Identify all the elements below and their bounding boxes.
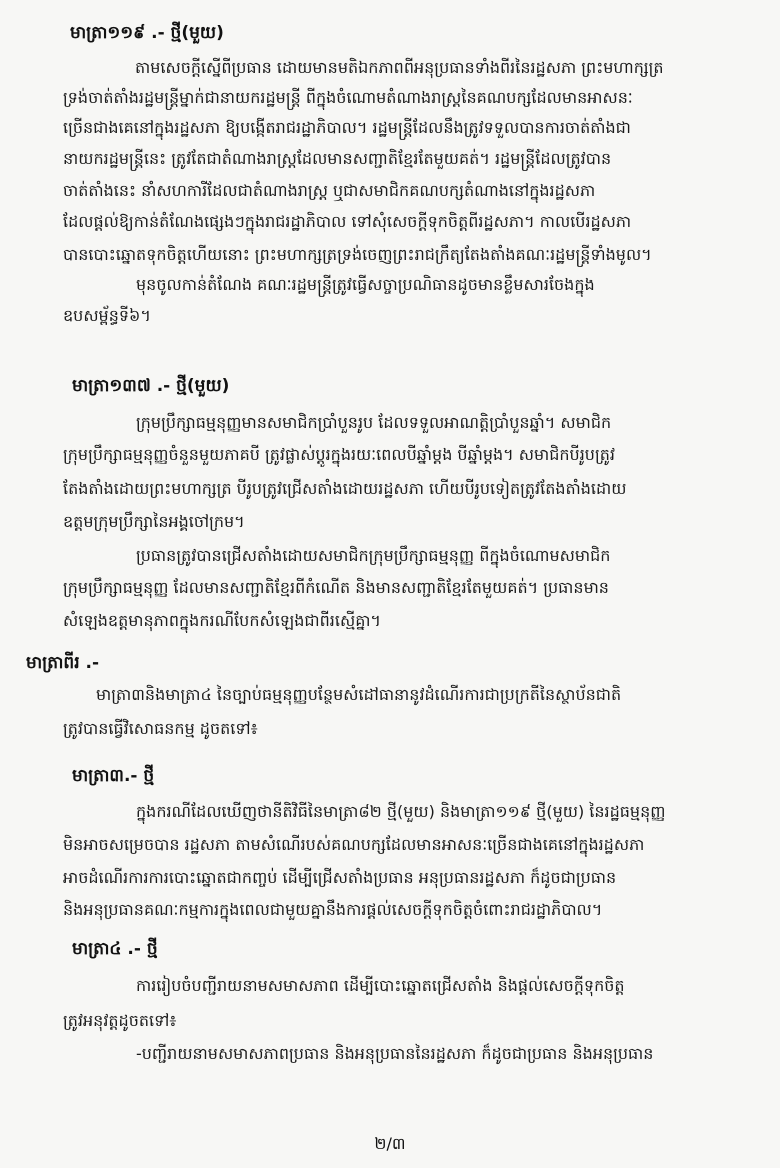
article-119-line: ច្រើនជាងគេនៅក្នុងរដ្ឋសភា ឱ្យបង្កើតរាជរដ្ឋាភិបាល។ រដ្ឋមន្ត្រីដែលនឹងត្រូវទទួលបានការចាត់តាំងជា — [63, 118, 631, 137]
article-2-line: ត្រូវបានធ្វើវិសោធនកម្ម ដូចតទៅ៖ — [63, 719, 258, 738]
article-119-line: តាមសេចក្តីស្នើពីប្រធាន ដោយមានមតិឯកភាពពីអនុប្រធានទាំងពីរនៃរដ្ឋសភា ព្រះមហាក្សត្រ — [135, 58, 664, 77]
page-number: ២/៣ — [374, 1134, 406, 1153]
article-119-line: ទ្រង់ចាត់តាំងរដ្ឋមន្ត្រីម្នាក់ជានាយករដ្ឋមន្ត្រី ពីក្នុងចំណោមតំណាងរាស្ត្រនៃគណបក្សដែលមានអាសនៈ — [63, 88, 633, 107]
article-4-line: ត្រូវអនុវត្តដូចតទៅ៖ — [63, 1011, 177, 1030]
article-119-line: ឧបសម្ព័ន្ធទី៦។ — [63, 306, 151, 325]
article-119-line: ដែលផ្តល់ឱ្យកាន់តំណែងផ្សេងៗក្នុងរាជរដ្ឋាភិបាល ទៅសុំសេចក្តីទុកចិត្តពីរដ្ឋសភា។ កាលបើរដ្ឋសភា — [63, 212, 632, 231]
article-2-heading: មាត្រាពីរ .- — [26, 653, 100, 673]
article-137-heading: មាត្រា១៣៧ .- ថ្មី(មួយ) — [72, 376, 230, 396]
article-119-line: នាយករដ្ឋមន្ត្រីនេះ ត្រូវតែជាតំណាងរាស្ត្រដែលមានសញ្ជាតិខ្មែរតែមួយគត់។ រដ្ឋមន្ត្រីដែលត្រូវបាន — [63, 149, 612, 168]
article-4-line: -បញ្ជីរាយនាមសមាសភាពប្រធាន និងអនុប្រធាននៃរដ្ឋសភា ក៏ដូចជាប្រធាន និងអនុប្រធាន — [136, 1044, 654, 1063]
article-2-line: មាត្រា៣និងមាត្រា៤ នៃច្បាប់ធម្មនុញ្ញបន្ថែមសំដៅធានានូវដំណើរការជាប្រក្រតីនៃស្ថាប័នជាតិ — [96, 685, 622, 704]
article-137-line: សំឡេងឧត្តមានុភាពក្នុងករណីបែកសំឡេងជាពីរស្មើគ្នា។ — [63, 611, 381, 630]
article-137-line: ក្រុមប្រឹក្សាធម្មនុញ្ញ ដែលមានសញ្ជាតិខ្មែរពីកំណើត និងមានសញ្ជាតិខ្មែរតែមួយគត់។ ប្រធានមាន — [63, 578, 609, 597]
article-4-line: ការរៀបចំបញ្ជីរាយនាមសមាសភាព ដើម្បីបោះឆ្នោតជ្រើសតាំង និងផ្តល់សេចក្តីទុកចិត្ត — [136, 976, 625, 995]
article-4-heading: មាត្រា៤ .- ថ្មី — [72, 939, 158, 959]
article-137-line: ក្រុមប្រឹក្សាធម្មនុញ្ញមានសមាជិកប្រាំបួនរូប ដែលទទួលអាណត្តិប្រាំបួនឆ្នាំ។ សមាជិក — [136, 413, 612, 432]
article-3-heading: មាត្រា៣.- ថ្មី — [72, 766, 155, 786]
article-3-line: អាចដំណើរការការបោះឆ្នោតជាកញ្ចប់ ដើម្បីជ្រើសតាំងប្រធាន អនុប្រធានរដ្ឋសភា ក៏ដូចជាប្រធាន — [63, 868, 617, 887]
article-3-line: និងអនុប្រធានគណៈកម្មការក្នុងពេលជាមួយគ្នានឹងការផ្តល់សេចក្តីទុកចិត្តចំពោះរាជរដ្ឋាភិបាល។ — [63, 900, 603, 919]
article-137-line: ក្រុមប្រឹក្សាធម្មនុញ្ញចំនួនមួយភាគបី ត្រូវផ្លាស់ប្តូរក្នុងរយៈពេលបីឆ្នាំម្តង បីឆ្នាំម្តង។ សមាជិកបីរូបត្រូវ — [63, 445, 615, 464]
article-119-line: បានបោះឆ្នោតទុកចិត្តហើយនោះ ព្រះមហាក្សត្រទ្រង់ចេញព្រះរាជក្រឹត្យតែងតាំងគណៈរដ្ឋមន្ត្រីទាំងមូល។ — [63, 245, 652, 264]
article-119-heading: មាត្រា១១៩ .- ថ្មី(មួយ) — [70, 23, 224, 43]
article-119-line: ចាត់តាំងនេះ នាំសហការីដែលជាតំណាងរាស្ត្រ ឬជាសមាជិកគណបក្សតំណាងនៅក្នុងរដ្ឋសភា — [63, 181, 596, 200]
article-137-line: តែងតាំងដោយព្រះមហាក្សត្រ បីរូបត្រូវជ្រើសតាំងដោយរដ្ឋសភា ហើយបីរូបទៀតត្រូវតែងតាំងដោយ — [63, 479, 627, 498]
article-3-line: មិនអាចសម្រេចបាន រដ្ឋសភា តាមសំណើរបស់គណបក្សដែលមានអាសនៈច្រើនជាងគេនៅក្នុងរដ្ឋសភា — [63, 835, 645, 854]
article-137-line: ប្រធានត្រូវបានជ្រើសតាំងដោយសមាជិកក្រុមប្រឹក្សាធម្មនុញ្ញ ពីក្នុងចំណោមសមាជិក — [136, 546, 611, 565]
article-3-line: ក្នុងករណីដែលឃើញថានីតិវិធីនៃមាត្រា៨២ ថ្មី(មួយ) និងមាត្រា១១៩ ថ្មី(មួយ) នៃរដ្ឋធម្មនុញ្ញ — [136, 802, 666, 821]
article-137-line: ឧត្តមក្រុមប្រឹក្សានៃអង្គចៅក្រម។ — [63, 512, 245, 531]
article-119-line: មុនចូលកាន់តំណែង គណៈរដ្ឋមន្ត្រីត្រូវធ្វើសច្ចាប្រណិធានដូចមានខ្លឹមសារចែងក្នុង — [136, 275, 595, 294]
